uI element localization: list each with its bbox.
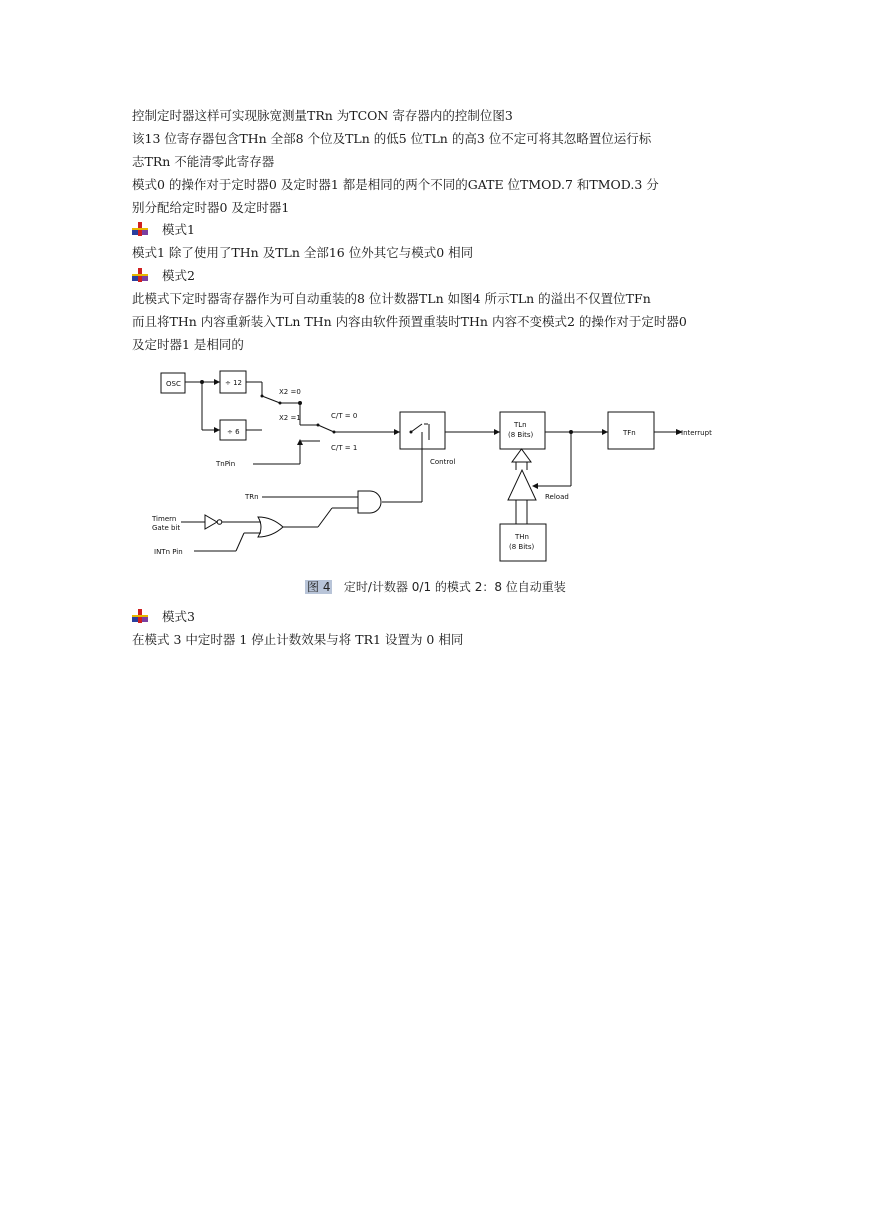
- tln-bits-label: (8 Bits): [508, 431, 534, 439]
- thn-label: THn: [515, 533, 529, 541]
- tfn-label: TFn: [623, 429, 636, 437]
- ct0-label: C/T = 0: [331, 412, 358, 420]
- reload-buffer: [508, 470, 536, 500]
- paragraph-line: 而且将THn 内容重新装入TLn THn 内容由软件预置重装时THn 内容不变模式2 的操作对于定时器0: [132, 314, 687, 329]
- section-heading-mode3: [132, 609, 195, 625]
- figure-number: 图 4: [307, 580, 331, 594]
- trn-label: TRn: [245, 493, 259, 501]
- and-gate: [358, 491, 381, 513]
- div6-label: ÷ 6: [227, 428, 240, 436]
- caption-text: 定时/计数器 0/1 的模式 2：8 位自动重装: [343, 580, 566, 594]
- tnpin-label: TnPin: [216, 460, 236, 468]
- heading-text: 模式1: [162, 222, 195, 237]
- div12-label: ÷ 12: [225, 379, 242, 387]
- paragraph-line: 控制定时器这样可实现脉宽测量TRn 为TCON 寄存器内的控制位图3: [132, 108, 513, 123]
- osc-label: OSC: [166, 380, 181, 388]
- bullet-icon: [132, 222, 148, 236]
- paragraph-line: 别分配给定时器0 及定时器1: [132, 200, 290, 215]
- gate-bit-label: Gate bit: [152, 524, 181, 532]
- paragraph-line: 此模式下定时器寄存器作为可自动重装的8 位计数器TLn 如图4 所示TLn 的溢出不仅置位TFn: [132, 291, 651, 306]
- paragraph-line: 及定时器1 是相同的: [132, 337, 244, 352]
- intn-pin-label: INTn Pin: [154, 548, 183, 556]
- paragraph-line: 模式0 的操作对于定时器0 及定时器1 都是相同的两个不同的GATE 位TMOD.7 和TMOD.3 分: [132, 177, 659, 192]
- reload-label: Reload: [545, 493, 569, 501]
- x2-0-label: X2 =0: [279, 388, 301, 396]
- section-heading-mode2: [132, 268, 195, 284]
- x2-1-label: X2 =1: [279, 414, 301, 422]
- paragraph-line: 志TRn 不能清零此寄存器: [132, 154, 275, 169]
- paragraph-line: 模式1 除了使用了THn 及TLn 全部16 位外其它与模式0 相同: [132, 245, 474, 260]
- bullet-icon: [132, 268, 148, 282]
- paragraph-line: 该13 位寄存器包含THn 全部8 个位及TLn 的低5 位TLn 的高3 位不定可将其忽略置位运行标: [132, 131, 652, 146]
- section-heading-mode1: [132, 222, 195, 238]
- tln-label: TLn: [514, 421, 527, 429]
- thn-bits-label: (8 Bits): [509, 543, 535, 551]
- timer-mode2-diagram: [0, 355, 869, 585]
- or-gate: [258, 517, 283, 537]
- timern-label: Timern: [152, 515, 177, 523]
- figure-caption: [305, 579, 566, 595]
- control-label: Control: [430, 458, 456, 466]
- interrupt-label: Interrupt: [681, 429, 712, 437]
- bullet-icon: [132, 609, 148, 623]
- inverter: [205, 515, 217, 529]
- heading-text: 模式2: [162, 268, 195, 283]
- heading-text: 模式3: [162, 609, 195, 624]
- paragraph-line: 在模式 3 中定时器 1 停止计数效果与将 TR1 设置为 0 相同: [132, 632, 464, 647]
- ct1-label: C/T = 1: [331, 444, 358, 452]
